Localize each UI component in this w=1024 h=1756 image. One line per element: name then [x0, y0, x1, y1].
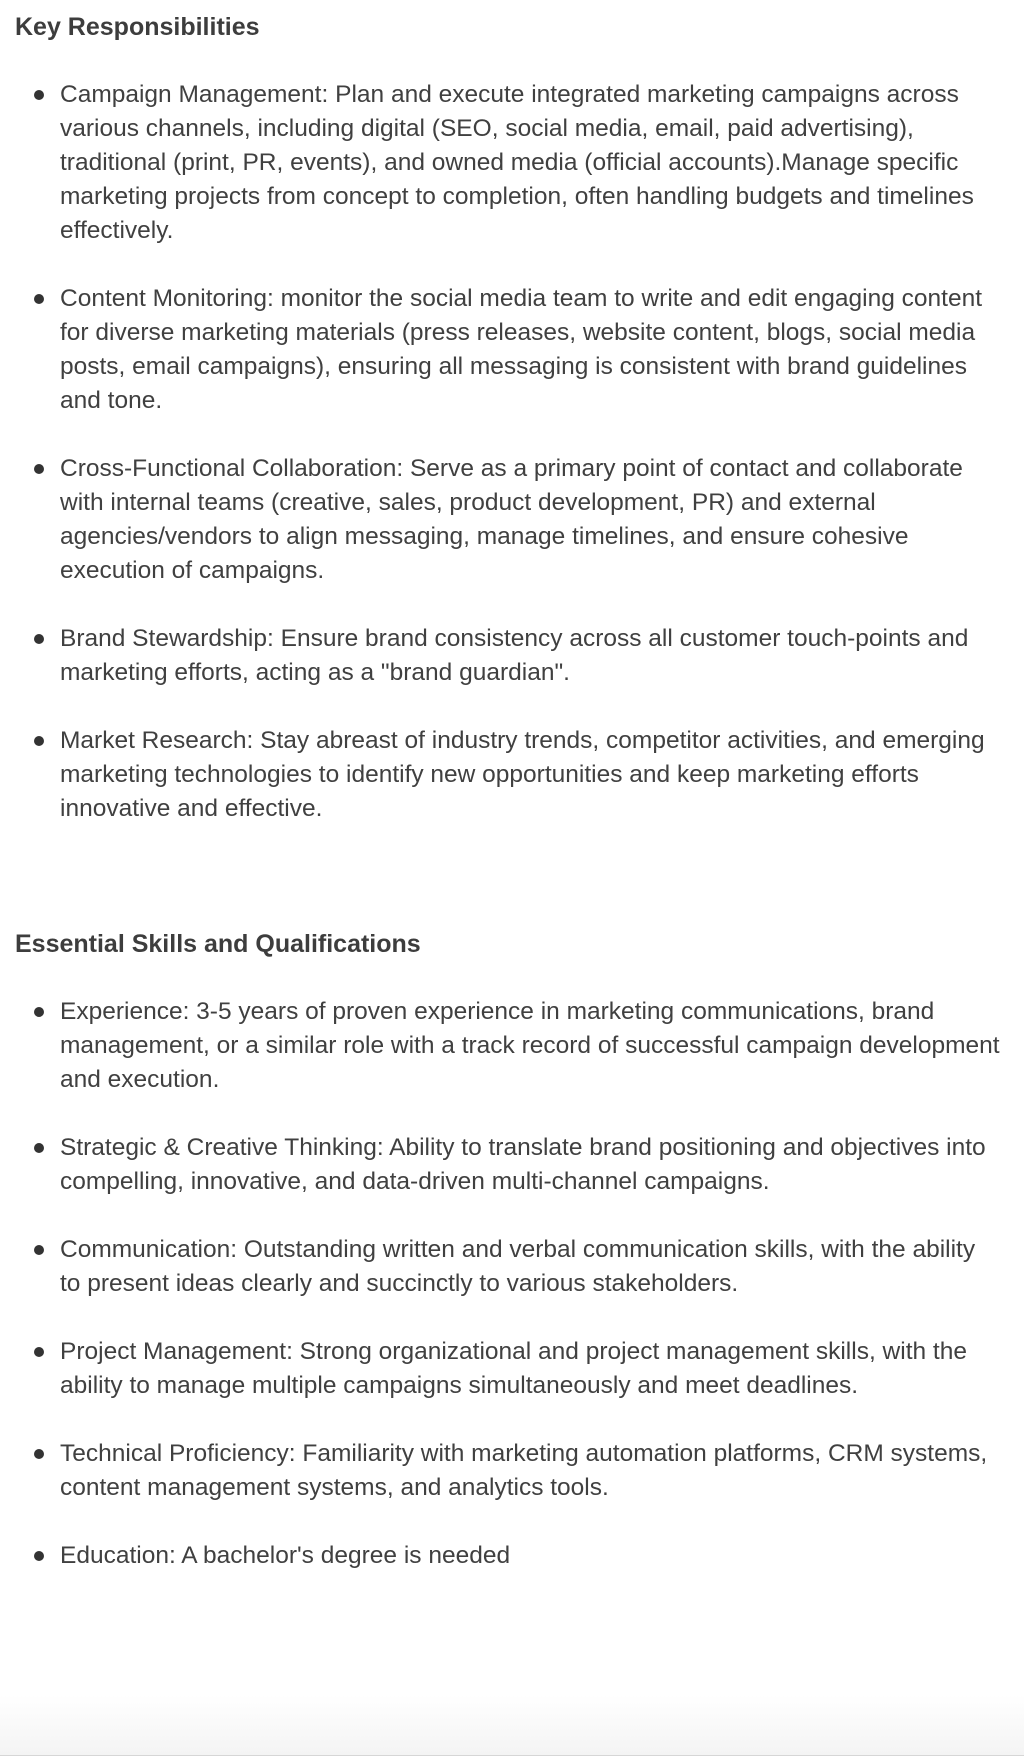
page-bottom-edge: [0, 1695, 1024, 1756]
bullet-icon: [34, 1449, 44, 1459]
list-item: [0, 1335, 1024, 1403]
list-item-text: Strategic & Creative Thinking: Ability to translate brand positioning and objectives into compelling, innovative, and data-driven multi-channel campaigns.: [60, 1134, 986, 1195]
list-item-text: Market Research: Stay abreast of industry trends, competitor activities, and emerging marketing technologies to identify new opportunities and keep marketing efforts innovative and effective.: [60, 727, 985, 822]
bullet-icon: [34, 294, 44, 304]
bullet-icon: [34, 634, 44, 644]
list-item-text: Brand Stewardship: Ensure brand consistency across all customer touch-points and marketing efforts, acting as a "brand guardian".: [60, 625, 969, 686]
list-item: [0, 452, 1024, 588]
list-item-text: Communication: Outstanding written and verbal communication skills, with the ability to present ideas clearly and succinctly to various stakeholders.: [60, 1236, 976, 1297]
list-item-text: Education: A bachelor's degree is needed: [60, 1542, 511, 1569]
bullet-icon: [34, 736, 44, 746]
list-item: [0, 622, 1024, 690]
bullet-icon: [34, 1551, 44, 1561]
list-item-text: Content Monitoring: monitor the social media team to write and edit engaging content for diverse marketing materials (press releases, website content, blogs, social media posts, email campaigns), ensuring all messaging is consistent with brand guidelines and tone.: [60, 285, 983, 414]
bullet-icon: [34, 90, 44, 100]
list-item: [0, 1437, 1024, 1505]
list-item: [0, 995, 1024, 1097]
list-item-text: Project Management: Strong organizational and project management skills, with the ability to manage multiple campaigns simultaneously and meet deadlines.: [60, 1338, 967, 1399]
list-item-text: Cross-Functional Collaboration: Serve as a primary point of contact and collaborate with internal teams (creative, sales, product development, PR) and external agencies/vendors to align messaging, manage timelines, and ensure cohesive execution of campaigns.: [60, 455, 963, 584]
essential-skills-heading: Essential Skills and Qualifications: [15, 930, 421, 958]
bullet-icon: [34, 1007, 44, 1017]
bullet-icon: [34, 1143, 44, 1153]
list-item: [0, 1131, 1024, 1199]
list-item-text: Technical Proficiency: Familiarity with marketing automation platforms, CRM systems, content management systems, and analytics tools.: [60, 1440, 988, 1501]
key-responsibilities-heading: Key Responsibilities: [15, 13, 260, 41]
list-item: [0, 724, 1024, 826]
responsibilities-list: [0, 78, 1024, 826]
list-item-text: Campaign Management: Plan and execute integrated marketing campaigns across various channels, including digital (SEO, social media, email, paid advertising), traditional (print, PR, events), and owned media (official accounts).Manage specific marketing projects from concept to completion, often handling budgets and timelines effectively.: [60, 81, 974, 244]
bullet-icon: [34, 464, 44, 474]
bullet-icon: [34, 1347, 44, 1357]
list-item: [0, 282, 1024, 418]
bullet-icon: [34, 1245, 44, 1255]
list-item: [0, 1539, 1024, 1573]
skills-list: [0, 995, 1024, 1573]
list-item-text: Experience: 3-5 years of proven experience in marketing communications, brand management, or a similar role with a track record of successful campaign development and execution.: [60, 998, 1000, 1093]
list-item: [0, 1233, 1024, 1301]
list-item: [0, 78, 1024, 248]
